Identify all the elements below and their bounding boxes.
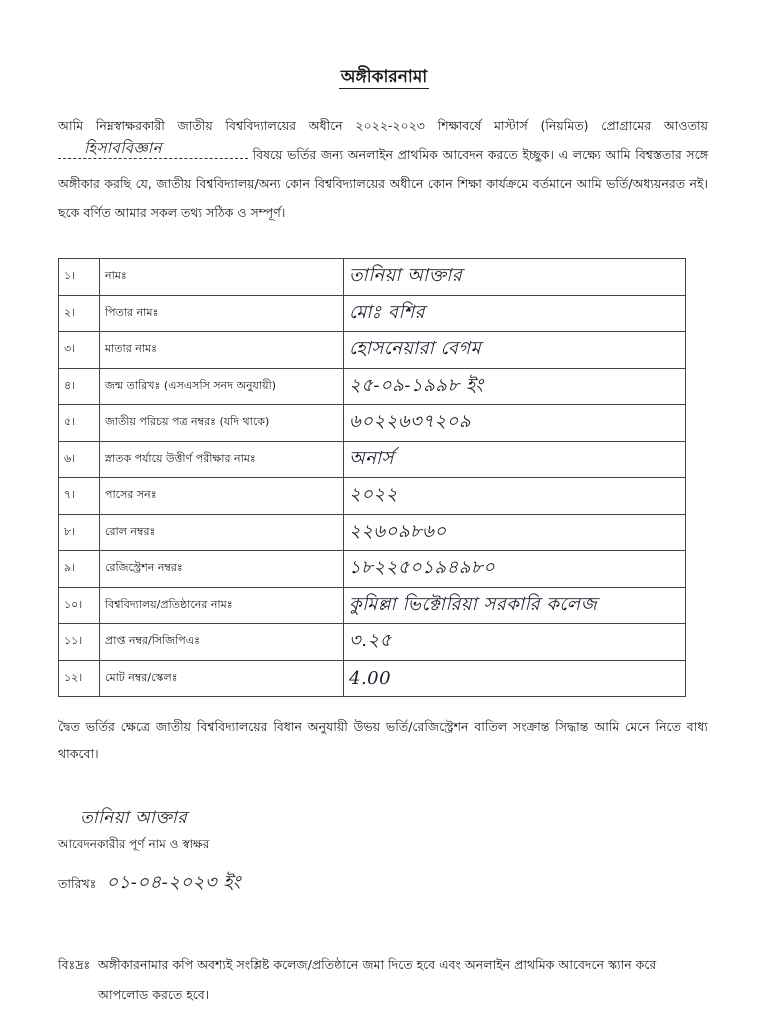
row-label: নামঃ — [100, 259, 344, 296]
document-title: অঙ্গীকারনামা — [340, 67, 428, 87]
date-line — [58, 868, 241, 899]
row-number: ৪। — [59, 368, 100, 405]
subject-blank — [58, 139, 248, 159]
table-row — [59, 405, 686, 442]
row-label: প্রাপ্ত নম্বর/সিজিপিএঃ — [100, 624, 344, 661]
row-value-handwritten: ২০২২ — [344, 478, 686, 515]
row-number: ৬। — [59, 441, 100, 478]
row-number: ১০। — [59, 587, 100, 624]
note-label: বিঃদ্রঃ — [58, 957, 91, 972]
row-number: ৯। — [59, 551, 100, 588]
row-label: পাসের সনঃ — [100, 478, 344, 515]
note-text: অঙ্গীকারনামার কপি অবশ্যই সংশ্লিষ্ট কলেজ/প্রতিষ্ঠানে জমা দিতে হবে এবং অনলাইন প্রাথমিক আবেদনে স্ক্যান করে আপলোড করতে হবে। — [98, 957, 657, 1002]
row-value-handwritten: 4.00 — [344, 660, 686, 697]
row-value-handwritten: হোসনেয়ারা বেগম — [344, 332, 686, 369]
note-block — [58, 950, 688, 1010]
row-label: রেজিস্ট্রেশন নম্বরঃ — [100, 551, 344, 588]
row-label: মাতার নামঃ — [100, 332, 344, 369]
table-row — [59, 660, 686, 697]
row-label: বিশ্ববিদ্যালয়/প্রতিষ্ঠানের নামঃ — [100, 587, 344, 624]
info-table — [58, 258, 686, 697]
signature-block — [58, 805, 209, 856]
row-label: মোট নম্বর/স্কেলঃ — [100, 660, 344, 697]
row-value-handwritten: ৩.২৫ — [344, 624, 686, 661]
row-value-handwritten: তানিয়া আক্তার — [344, 259, 686, 296]
intro-paragraph — [58, 111, 708, 227]
row-value-handwritten: ১৮২২৫০১৯৪৯৮০ — [344, 551, 686, 588]
signature-label: আবেদনকারীর পূর্ণ নাম ও স্বাক্ষর — [58, 837, 210, 851]
row-label: পিতার নামঃ — [100, 295, 344, 332]
intro-text-part2: বিষয়ে ভর্তির জন্য অনলাইন প্রাথমিক আবেদন করতে ইচ্ছুক। এ লক্ষ্যে আমি বিশ্বস্ততার সঙ্গে অঙ্গীকার করছি যে, জাতীয় বিশ্ববিদ্যালয়/অন্য কোন বিশ্ববিদ্যালয়ের অধীনে কোন শিক্ষা কার্যক্রমে বর্তমানে আমি ভর্তি/অধ্যয়নরত নই। ছকে বর্ণিত আমার সকল তথ্য সঠিক ও সম্পূর্ণ। — [58, 147, 708, 220]
info-table-body — [59, 259, 686, 697]
table-row — [59, 295, 686, 332]
subject-handwritten: হিসাববিজ্ঞান — [84, 139, 163, 157]
row-number: ৮। — [59, 514, 100, 551]
date-handwritten: ০১-০৪-২০২৩ ইং — [106, 872, 241, 893]
row-number: ২। — [59, 295, 100, 332]
row-value-handwritten: অনার্স — [344, 441, 686, 478]
row-number: ৫। — [59, 405, 100, 442]
row-number: ১১। — [59, 624, 100, 661]
row-value-handwritten: কুমিল্লা ভিক্টোরিয়া সরকারি কলেজ — [344, 587, 686, 624]
intro-text-part1: আমি নিম্নস্বাক্ষরকারী জাতীয় বিশ্ববিদ্যালয়ের অধীনে ২০২২-২০২৩ শিক্ষাবর্ষে মাস্টার্স (নিয়মিত) প্রোগ্রামের আওতায় — [58, 118, 708, 133]
signature-handwritten: তানিয়া আক্তার — [80, 808, 188, 828]
table-row — [59, 624, 686, 661]
row-label: স্নাতক পর্যায়ে উত্তীর্ণ পরীক্ষার নামঃ — [100, 441, 344, 478]
table-row — [59, 587, 686, 624]
row-value-handwritten: ২২৬০৯৮৬০ — [344, 514, 686, 551]
table-row — [59, 332, 686, 369]
table-row — [59, 441, 686, 478]
table-row — [59, 478, 686, 515]
row-label: জাতীয় পরিচয় পত্র নম্বরঃ (যদি থাকে) — [100, 405, 344, 442]
date-label: তারিখঃ — [58, 876, 97, 891]
row-label: রোল নম্বরঃ — [100, 514, 344, 551]
row-label: জন্ম তারিখঃ (এসএসসি সনদ অনুযায়ী) — [100, 368, 344, 405]
row-number: ৩। — [59, 332, 100, 369]
row-number: ১২। — [59, 660, 100, 697]
row-number: ৭। — [59, 478, 100, 515]
row-value-handwritten: মোঃ বশির — [344, 295, 686, 332]
table-row — [59, 259, 686, 296]
table-row — [59, 514, 686, 551]
declaration-paragraph: দ্বৈত ভর্তির ক্ষেত্রে জাতীয় বিশ্ববিদ্যালয়ের বিধান অনুযায়ী উভয় ভর্তি/রেজিস্ট্রেশন বাতিল সংক্রান্ত সিদ্ধান্ত আমি মেনে নিতে বাধ্য থাকবো। — [58, 719, 708, 761]
row-value-handwritten: ৬০২২৬৩৭২০৯ — [344, 405, 686, 442]
row-value-handwritten: ২৫-০৯-১৯৯৮ ইং — [344, 368, 686, 405]
table-row — [59, 551, 686, 588]
table-row — [59, 368, 686, 405]
row-number: ১। — [59, 259, 100, 296]
